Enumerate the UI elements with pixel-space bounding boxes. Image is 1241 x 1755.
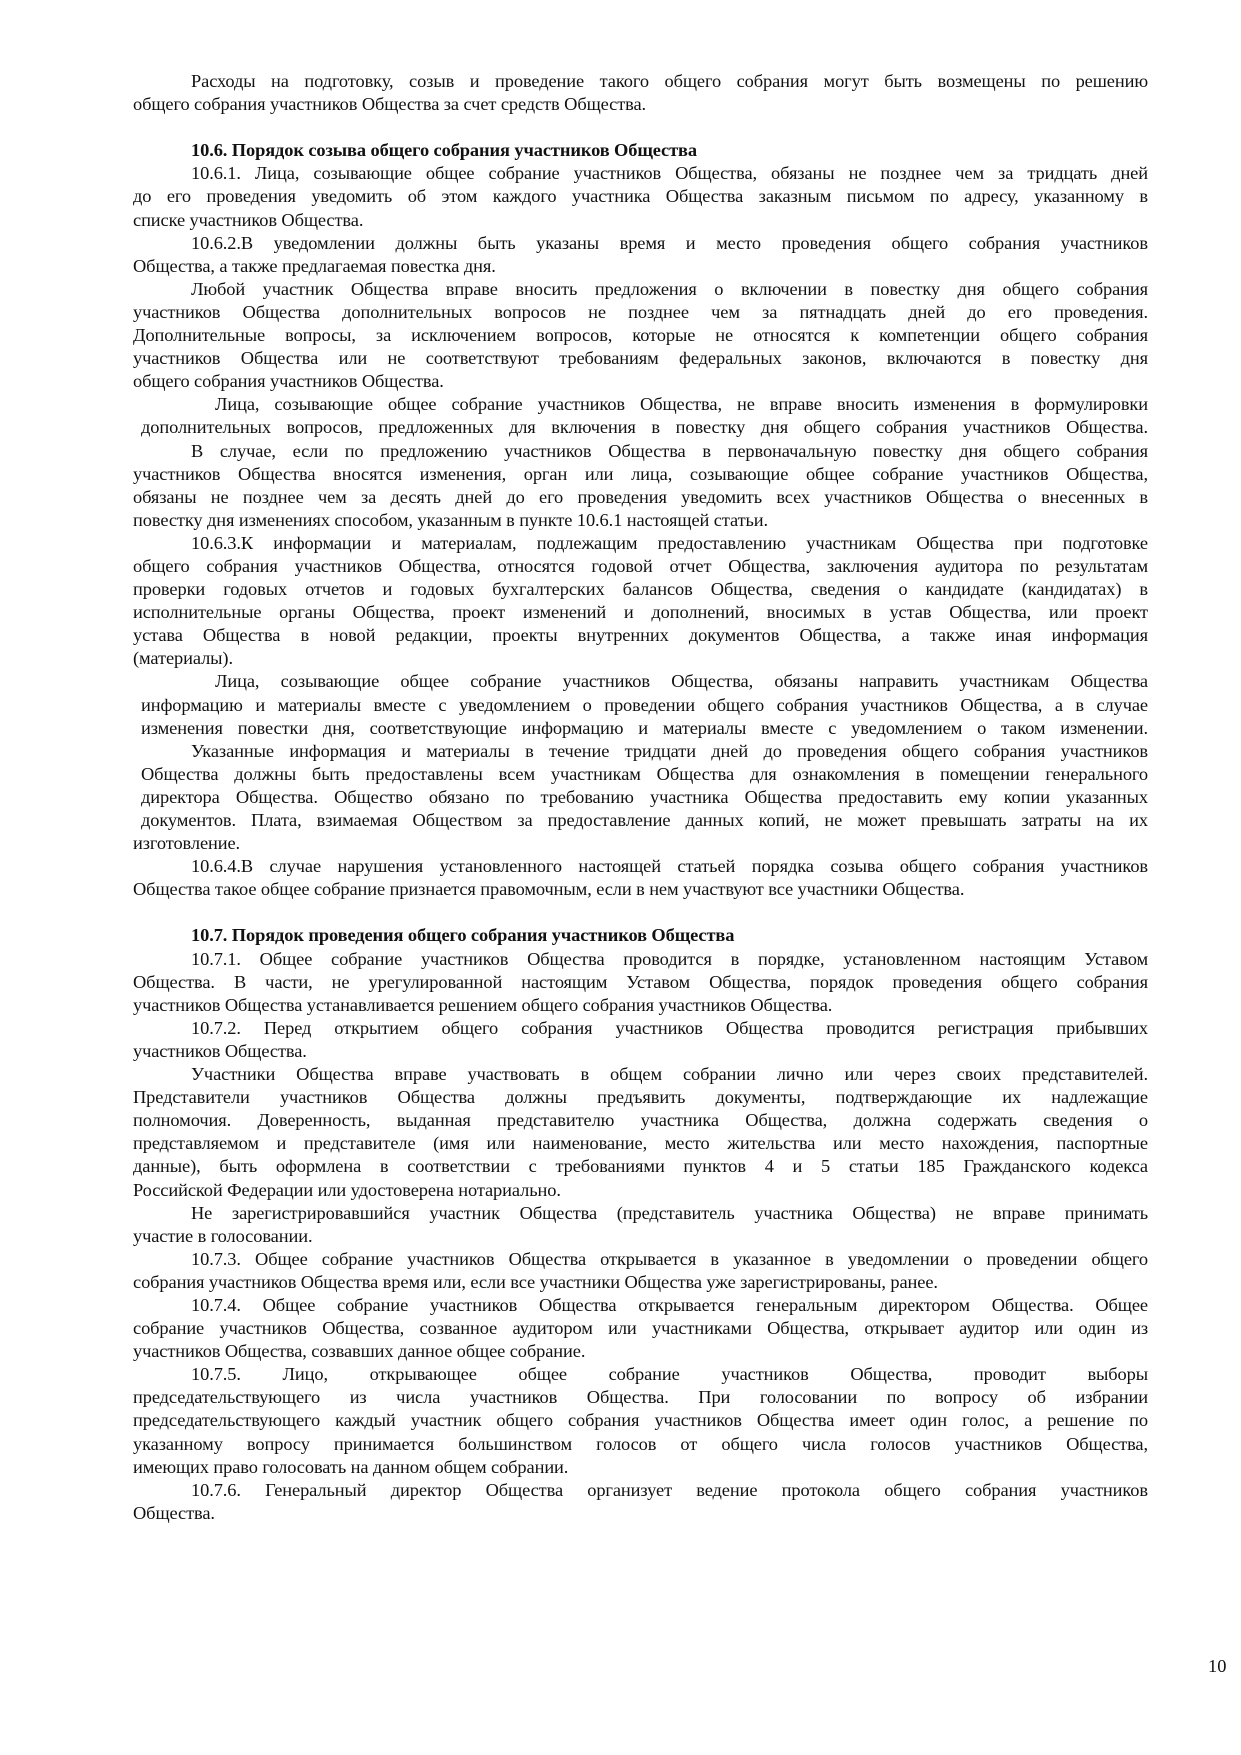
text-line: 10.6.4.В случае нарушения установленного настоящей статьей порядка созыва общего собрания участников xyxy=(191,856,1148,877)
text-line: Общества, а также предлагаемая повестка дня. xyxy=(133,255,496,276)
text-line: 10.7.4. Общее собрание участников Общества открывается генеральным директором Общества. Общее xyxy=(191,1294,1148,1315)
text-line: директора Общества. Общество обязано по требованию участника Общества предоставить ему копии указанных xyxy=(141,786,1148,807)
text-line: общего собрания участников Общества за счет средств Общества. xyxy=(133,94,647,115)
text-line: участников Общества, созвавших данное общее собрание. xyxy=(133,1341,586,1362)
text-line: представляемом и представителе (имя или наименование, место жительства или место нахождения, паспортные xyxy=(133,1133,1148,1154)
blank-line xyxy=(133,901,1148,924)
text-line: общего собрания участников Общества, относятся годовой отчет Общества, заключения аудитора по результатам xyxy=(133,555,1148,576)
text-line: 10.7.2. Перед открытием общего собрания участников Общества проводится регистрация прибывших xyxy=(191,1017,1148,1038)
text-line: Расходы на подготовку, созыв и проведение такого общего собрания могут быть возмещены по решению xyxy=(191,71,1148,91)
text-line: проверки годовых отчетов и годовых бухгалтерских балансов Общества, сведения о кандидате (кандидатах) в xyxy=(133,579,1148,600)
text-line: участников Общества вносятся изменения, орган или лица, созывающие общее собрание участников Общества, xyxy=(133,463,1148,484)
text-line: 10.6.1. Лица, созывающие общее собрание участников Общества, обязаны не позднее чем за тридцать дней xyxy=(191,163,1148,184)
text-line: списке участников Общества. xyxy=(133,209,364,230)
text-line: 10.7.6. Генеральный директор Общества организует ведение протокола общего собрания участников xyxy=(191,1479,1148,1500)
text-line: полномочия. Доверенность, выданная представителю участника Общества, должна содержать сведения о xyxy=(133,1110,1148,1131)
text-line: документов. Плата, взимаемая Обществом за предоставление данных копий, не может превышать затраты на их xyxy=(141,810,1148,830)
text-line: Лица, созывающие общее собрание участников Общества, не вправе вносить изменения в формулировки xyxy=(215,394,1148,415)
text-line: дополнительных вопросов, предложенных для включения в повестку дня общего собрания участников Общества. xyxy=(141,417,1148,438)
text-line: В случае, если по предложению участников Общества в первоначальную повестку дня общего собрания xyxy=(191,440,1148,461)
text-line: повестку дня изменениях способом, указанным в пункте 10.6.1 настоящей статьи. xyxy=(133,509,769,530)
text-line: 10.6.2.В уведомлении должны быть указаны время и место проведения общего собрания участников xyxy=(191,232,1148,253)
text-line: 10.7.1. Общее собрание участников Общества проводится в порядке, установленном настоящим Уставом xyxy=(191,948,1148,969)
text-line: собрание участников Общества, созванное аудитором или участниками Общества, открывает аудитор или один из xyxy=(133,1318,1148,1339)
section-heading: 10.6. Порядок созыва общего собрания участников Общества xyxy=(191,140,697,161)
text-line: данные), быть оформлена в соответствии с требованиями пунктов 4 и 5 статьи 185 Гражданского кодекса xyxy=(133,1156,1148,1177)
section-heading: 10.7. Порядок проведения общего собрания участников Общества xyxy=(191,925,735,946)
text-line: Лица, созывающие общее собрание участников Общества, обязаны направить участникам Общества xyxy=(215,671,1148,692)
text-line: 10.7.3. Общее собрание участников Общества открывается в указанное в уведомлении о проведении общего xyxy=(191,1248,1148,1269)
text-line: Любой участник Общества вправе вносить предложения о включении в повестку дня общего собрания xyxy=(191,278,1148,299)
text-line: информацию и материалы вместе с уведомлением о проведении общего собрания участников Общества, а в случае xyxy=(141,694,1148,715)
blank-line xyxy=(133,116,1148,139)
text-line: участие в голосовании. xyxy=(133,1225,313,1246)
text-line: исполнительные органы Общества, проект изменений и дополнений, вносимых в устав Общества, или проект xyxy=(133,602,1148,623)
text-line: Общества должны быть предоставлены всем участникам Общества для ознакомления в помещении генерального xyxy=(141,763,1148,784)
page-number: 10 xyxy=(1208,1656,1227,1676)
text-line: (материалы). xyxy=(133,648,233,669)
text-line: Указанные информация и материалы в течение тридцати дней до проведения общего собрания участников xyxy=(191,740,1148,761)
text-line: участников Общества дополнительных вопросов не позднее чем за пятнадцать дней до его проведения. xyxy=(133,301,1148,322)
text-line: участников Общества или не соответствуют требованиям федеральных законов, включаются в повестку дня xyxy=(133,348,1148,369)
text-line: председательствующего из числа участников Общества. При голосовании по вопросу об избрании xyxy=(133,1387,1148,1408)
text-line: участников Общества устанавливается решением общего собрания участников Общества. xyxy=(133,994,833,1015)
text-line: председательствующего каждый участник общего собрания участников Общества имеет один голос, а решение по xyxy=(133,1410,1148,1431)
text-line: Общества. xyxy=(133,1502,215,1523)
text-line: имеющих право голосовать на данном общем собрании. xyxy=(133,1456,569,1477)
text-line: Общества такое общее собрание признается правомочным, если в нем участвуют все участники Общества. xyxy=(133,879,965,900)
text-line: участников Общества. xyxy=(133,1040,307,1061)
text-line: устава Общества в новой редакции, проекты внутренних документов Общества, а также иная информация xyxy=(133,625,1148,646)
text-line: до его проведения уведомить об этом каждого участника Общества заказным письмом по адресу, указанному в xyxy=(133,186,1148,207)
text-line: указанному вопросу принимается большинством голосов от общего числа голосов участников Общества, xyxy=(133,1433,1148,1454)
text-line: общего собрания участников Общества. xyxy=(133,371,444,392)
text-line: Дополнительные вопросы, за исключением вопросов, которые не относятся к компетенции общего собрания xyxy=(133,325,1148,346)
text-line: Участники Общества вправе участвовать в общем собрании лично или через своих представителей. xyxy=(191,1064,1148,1085)
text-line: изготовление. xyxy=(133,833,241,854)
text-line: Не зарегистрировавшийся участник Общества (представитель участника Общества) не вправе принимать xyxy=(191,1202,1148,1223)
text-line: Российской Федерации или удостоверена нотариально. xyxy=(133,1179,561,1200)
document-body xyxy=(133,70,1148,1525)
text-line: Общества. В части, не урегулированной настоящим Уставом Общества, порядок проведения общего собрания xyxy=(133,971,1148,992)
text-line: изменения повестки дня, соответствующие информацию и материалы вместе с уведомлением о таком изменении. xyxy=(141,717,1148,738)
text-line: собрания участников Общества время или, если все участники Общества уже зарегистрированы, ранее. xyxy=(133,1271,938,1292)
text-line: Представители участников Общества должны предъявить документы, подтверждающие их надлежащие xyxy=(133,1087,1148,1108)
text-line: 10.6.3.К информации и материалам, подлежащим предоставлению участникам Общества при подготовке xyxy=(191,532,1148,553)
text-line: 10.7.5. Лицо, открывающее общее собрание участников Общества, проводит выборы xyxy=(191,1364,1148,1385)
text-line: обязаны не позднее чем за десять дней до его проведения уведомить всех участников Общества о внесенных в xyxy=(133,486,1148,507)
